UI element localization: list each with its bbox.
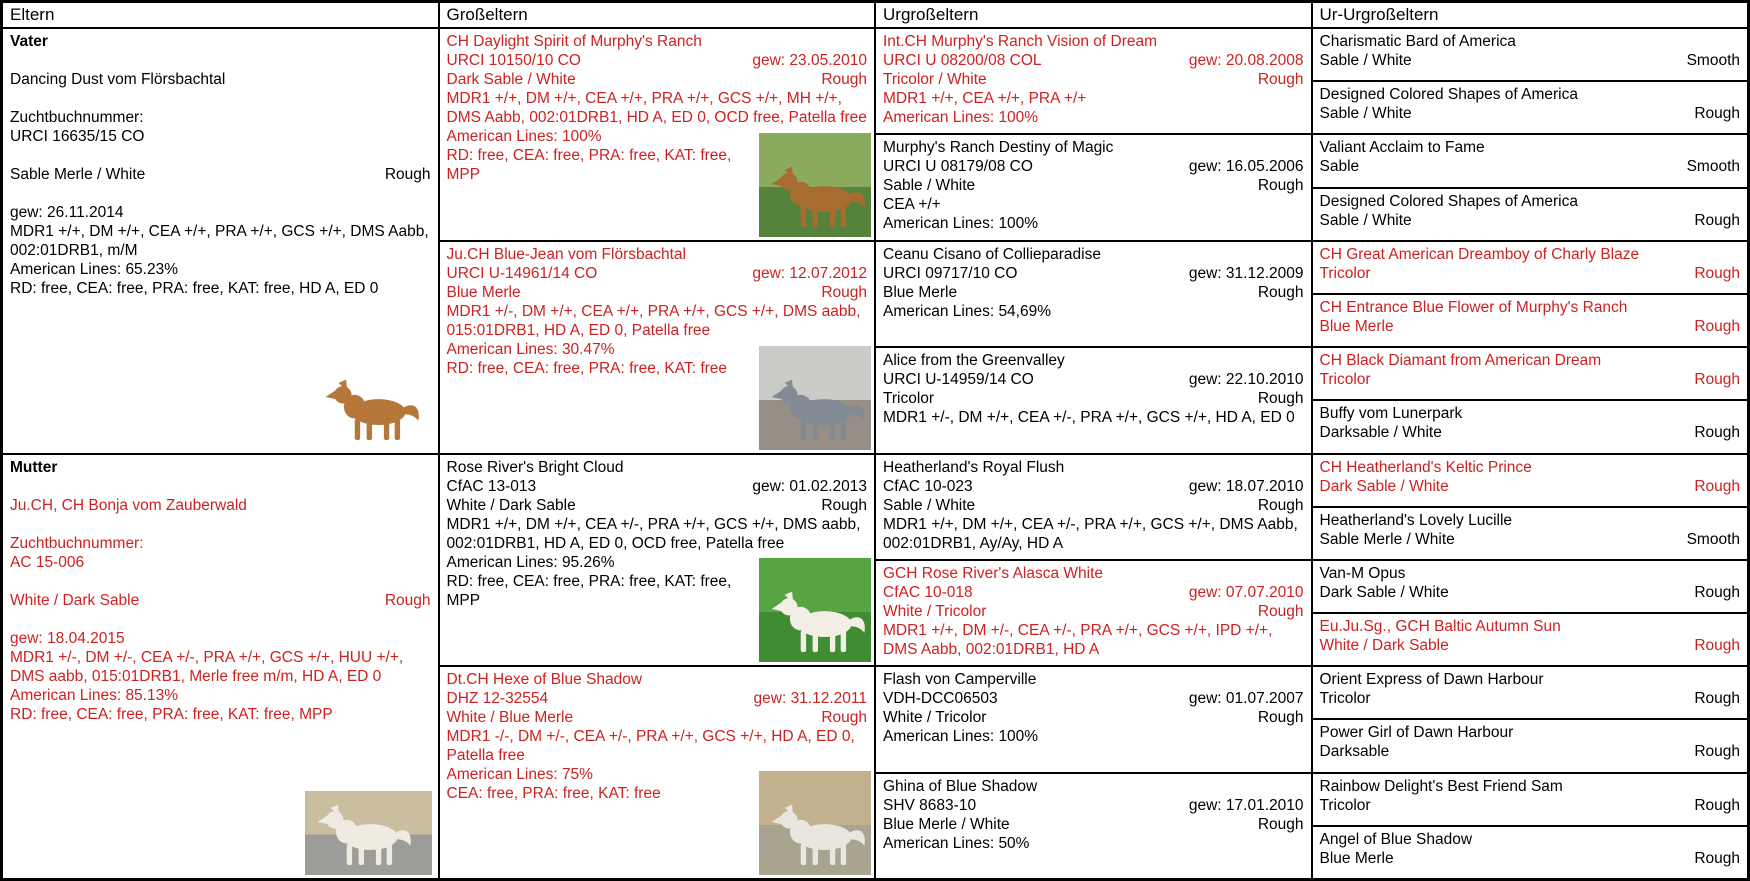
color-coat-row — [883, 70, 1304, 89]
dog-silhouette-icon — [764, 376, 872, 446]
coat-color: Sable / White — [883, 496, 976, 514]
genetics-line: MDR1 +/+, DM +/+, CEA +/-, PRA +/+, GCS +/+, DMS aabb, 002:01DRB1, HD A, ED 0, OCD free, Patella free — [446, 515, 861, 552]
great-great-grandparent-cell-4 — [1312, 188, 1749, 241]
dog-name: Orient Express of Dawn Harbour — [1319, 671, 1544, 689]
great-great-grandparent-cell-13 — [1312, 666, 1749, 719]
coat-color: Blue Merle — [1319, 317, 1394, 335]
reg-born-row — [883, 51, 1304, 70]
great-great-grandparent-cell-8 — [1312, 400, 1749, 453]
maternal-grandmother-cell — [439, 666, 876, 879]
american-lines: American Lines: 65.23% — [10, 261, 179, 278]
great-great-grandparent-cell-11 — [1312, 560, 1749, 613]
coat-color: Tricolor — [1319, 264, 1371, 282]
dog-name: Designed Colored Shapes of America — [1319, 192, 1578, 210]
genetics-line: CEA +/+ — [883, 196, 941, 214]
relation-label: Mutter — [10, 458, 58, 476]
dog-name: CH Heatherland's Keltic Prince — [1319, 458, 1532, 476]
great-grandparent-cell-7 — [875, 666, 1312, 772]
color-coat-row — [1320, 636, 1741, 655]
reg-born-row — [447, 477, 868, 496]
coat-type: Rough — [1694, 317, 1740, 335]
birth-date: gew: 22.10.2010 — [1188, 371, 1304, 389]
registration-number: URCI U-14961/14 CO — [446, 264, 598, 282]
genetics-line: MDR1 +/+, DM +/+, CEA +/+, PRA +/+, GCS +/+, DMS Aabb, 002:01DRB1, m/M — [10, 223, 429, 259]
dog-name: Ju.CH Blue-Jean vom Flörsbachtal — [446, 245, 686, 263]
american-lines: American Lines: 30.47% — [446, 340, 615, 358]
coat-color: White / Tricolor — [883, 602, 987, 620]
studbook-number: AC 15-006 — [10, 553, 85, 571]
birth-date: gew: 01.07.2007 — [1188, 690, 1304, 708]
reg-born-row — [883, 157, 1304, 176]
dog-name: Alice from the Greenvalley — [883, 352, 1065, 370]
column-header-ur-urgrosseltern: Ur-Urgroßeltern — [1312, 2, 1749, 28]
coat-color: Darksable / White — [1319, 424, 1442, 442]
great-grandparent-cell-3 — [875, 241, 1312, 347]
great-grandparent-cell-1 — [875, 28, 1312, 134]
coat-color: Blue Merle / White — [883, 815, 1010, 833]
great-grandparent-cell-8 — [875, 773, 1312, 879]
coat-color: Tricolor — [883, 390, 935, 408]
american-lines: American Lines: 100% — [883, 728, 1039, 746]
coat-color: White / Dark Sable — [446, 496, 576, 514]
birth-date: gew: 18.07.2010 — [1188, 477, 1304, 495]
american-lines: American Lines: 85.13% — [10, 686, 179, 704]
paternal-grandmother-cell — [439, 241, 876, 454]
dog-photo — [305, 791, 432, 875]
color-coat-row — [1320, 689, 1741, 708]
birth-date: gew: 23.05.2010 — [752, 52, 867, 69]
dog-name: Designed Colored Shapes of America — [1319, 86, 1578, 104]
genetics-line: MDR1 +/-, DM +/-, CEA +/-, PRA +/+, GCS +/+, HUU +/+, DMS aabb, 015:01DRB1, Merle free m/m, HD A, ED 0 — [10, 648, 404, 685]
coat-type: Rough — [1257, 602, 1304, 620]
coat-type: Smooth — [1686, 158, 1740, 176]
great-grandparent-cell-5 — [875, 454, 1312, 560]
coat-type: Rough — [1257, 177, 1304, 195]
coat-type: Rough — [821, 283, 867, 301]
coat-color: Tricolor — [1319, 796, 1371, 814]
father-cell — [2, 28, 439, 454]
dog-name: Murphy's Ranch Destiny of Magic — [883, 139, 1114, 157]
birth-date: gew: 20.08.2008 — [1188, 52, 1304, 69]
coat-color: Blue Merle — [883, 283, 958, 301]
coat-color: Tricolor / White — [883, 71, 987, 88]
paternal-grandfather-cell — [439, 28, 876, 241]
coat-color: Dark Sable / White — [1319, 477, 1449, 495]
color-coat-row — [447, 70, 868, 89]
dog-name: Rose River's Bright Cloud — [446, 458, 624, 476]
coat-type: Smooth — [1686, 530, 1740, 548]
color-coat-row — [1320, 51, 1741, 70]
registration-number: CfAC 10-023 — [883, 477, 973, 495]
color-coat-row — [883, 602, 1304, 621]
column-header-urgrosseltern: Urgroßeltern — [875, 2, 1312, 28]
coat-type: Rough — [1257, 709, 1304, 727]
registration-number: SHV 8683-10 — [883, 796, 977, 814]
color-coat-row — [1320, 530, 1741, 549]
registration-number: VDH-DCC06503 — [883, 690, 998, 708]
dog-name: Rainbow Delight's Best Friend Sam — [1319, 777, 1563, 795]
coat-color: Dark Sable / White — [1319, 583, 1449, 601]
color-coat-row — [883, 389, 1304, 408]
dog-photo — [759, 558, 871, 662]
dog-name: Angel of Blue Shadow — [1319, 830, 1473, 848]
coat-color: Sable — [1319, 158, 1360, 176]
dog-photo — [313, 344, 435, 450]
reg-born-row — [883, 583, 1304, 602]
coat-type: Rough — [1694, 424, 1740, 442]
coat-color: White / Dark Sable — [10, 591, 140, 609]
color-coat-row — [1320, 849, 1741, 868]
great-great-grandparent-cell-12 — [1312, 613, 1749, 666]
health-tests: CEA: free, PRA: free, KAT: free — [446, 785, 661, 803]
coat-color: White / Dark Sable — [1319, 637, 1449, 655]
coat-type: Smooth — [1686, 52, 1740, 69]
coat-type: Rough — [1694, 637, 1740, 655]
great-great-grandparent-cell-16 — [1312, 826, 1749, 879]
coat-color: Blue Merle — [446, 283, 521, 301]
coat-color: Tricolor — [1319, 371, 1371, 389]
coat-type: Rough — [1694, 477, 1740, 495]
american-lines: American Lines: 100% — [446, 128, 602, 145]
coat-type: Rough — [1694, 264, 1740, 282]
reg-born-row — [883, 370, 1304, 389]
color-coat-row — [1320, 317, 1741, 336]
birth-date: gew: 12.07.2012 — [752, 264, 867, 282]
color-coat-row — [10, 165, 431, 184]
reg-born-row — [447, 264, 868, 283]
coat-color: Sable / White — [1319, 52, 1412, 69]
reg-born-row — [883, 689, 1304, 708]
maternal-grandfather-cell — [439, 454, 876, 667]
great-great-grandparent-cell-10 — [1312, 507, 1749, 560]
coat-type: Rough — [1694, 796, 1740, 814]
studbook-number: URCI 16635/15 CO — [10, 128, 145, 145]
color-coat-row — [883, 176, 1304, 195]
registration-number: URCI 09717/10 CO — [883, 264, 1018, 282]
dog-name: Heatherland's Royal Flush — [883, 458, 1065, 476]
dog-name: GCH Rose River's Alasca White — [883, 564, 1104, 582]
american-lines: American Lines: 75% — [446, 766, 593, 784]
reg-born-row — [883, 477, 1304, 496]
birth-date: gew: 01.02.2013 — [752, 477, 867, 495]
dog-name: Int.CH Murphy's Ranch Vision of Dream — [883, 33, 1158, 50]
coat-type: Rough — [1257, 283, 1304, 301]
color-coat-row — [1320, 742, 1741, 761]
color-coat-row — [1320, 157, 1741, 176]
health-tests: RD: free, CEA: free, PRA: free, KAT: free, MPP — [446, 147, 732, 183]
american-lines: American Lines: 100% — [883, 215, 1039, 233]
column-header-eltern: Eltern — [2, 2, 439, 28]
color-coat-row — [1320, 477, 1741, 496]
coat-type: Rough — [1694, 690, 1740, 708]
color-coat-row — [1320, 211, 1741, 230]
coat-type: Rough — [1257, 496, 1304, 514]
health-tests: RD: free, CEA: free, PRA: free, KAT: free, HD A, ED 0 — [10, 280, 379, 297]
reg-born-row — [883, 264, 1304, 283]
reg-born-row — [447, 689, 868, 708]
dog-name: CH Great American Dreamboy of Charly Blaze — [1319, 245, 1640, 263]
coat-type: Rough — [1257, 390, 1304, 408]
color-coat-row — [447, 708, 868, 727]
studbook-label: Zuchtbuchnummer: — [10, 534, 144, 552]
birth-date: gew: 26.11.2014 — [10, 204, 124, 221]
birth-date: gew: 17.01.2010 — [1188, 796, 1304, 814]
great-great-grandparent-cell-9 — [1312, 454, 1749, 507]
reg-born-row — [883, 796, 1304, 815]
coat-type: Rough — [1694, 743, 1740, 761]
dog-name: CH Black Diamant from American Dream — [1319, 352, 1602, 370]
genetics-line: MDR1 +/+, DM +/+, CEA +/+, PRA +/+, GCS +/+, MH +/+, DMS Aabb, 002:01DRB1, HD A, ED 0, OCD free, Patella free — [446, 90, 867, 126]
color-coat-row — [1320, 796, 1741, 815]
coat-color: White / Blue Merle — [446, 709, 574, 727]
dog-silhouette-icon — [764, 801, 872, 871]
dog-name: Charismatic Bard of America — [1319, 33, 1516, 50]
color-coat-row — [447, 496, 868, 515]
relation-label: Vater — [10, 33, 48, 50]
great-grandparent-cell-6 — [875, 560, 1312, 666]
studbook-label: Zuchtbuchnummer: — [10, 109, 144, 126]
dog-name: Flash von Camperville — [883, 671, 1037, 689]
great-great-grandparent-cell-3 — [1312, 134, 1749, 187]
registration-number: URCI U-14959/14 CO — [883, 371, 1034, 389]
genetics-line: MDR1 +/+, DM +/-, CEA +/-, PRA +/+, GCS +/+, IPD +/+, DMS Aabb, 002:01DRB1, HD A — [883, 621, 1273, 658]
dog-name: Van-M Opus — [1319, 564, 1406, 582]
color-coat-row — [1320, 104, 1741, 123]
dog-photo — [759, 346, 871, 450]
great-great-grandparent-cell-14 — [1312, 719, 1749, 772]
great-great-grandparent-cell-1 — [1312, 28, 1749, 81]
great-great-grandparent-cell-2 — [1312, 81, 1749, 134]
color-coat-row — [883, 496, 1304, 515]
registration-number: DHZ 12-32554 — [446, 690, 549, 708]
coat-type: Rough — [1257, 815, 1304, 833]
dog-silhouette-icon — [318, 376, 426, 446]
registration-number: URCI U 08179/08 CO — [883, 158, 1033, 176]
coat-type: Rough — [1694, 849, 1740, 867]
dog-name: Dancing Dust vom Flörsbachtal — [10, 71, 226, 88]
coat-type: Rough — [821, 496, 867, 514]
dog-silhouette-icon — [764, 588, 872, 658]
dog-name: Ceanu Cisano of Collieparadise — [883, 245, 1101, 263]
birth-date: gew: 07.07.2010 — [1188, 583, 1304, 601]
coat-color: Sable Merle / White — [10, 166, 146, 183]
color-coat-row — [883, 815, 1304, 834]
color-coat-row — [1320, 370, 1741, 389]
dog-photo — [759, 771, 871, 875]
coat-color: Sable / White — [1319, 105, 1412, 123]
genetics-line: MDR1 -/-, DM +/-, CEA +/-, PRA +/+, GCS +/+, HD A, ED 0, Patella free — [446, 728, 855, 765]
genetics-line: MDR1 +/+, CEA +/+, PRA +/+ — [883, 90, 1087, 107]
coat-color: Sable Merle / White — [1319, 530, 1455, 548]
color-coat-row — [10, 591, 431, 610]
great-great-grandparent-cell-7 — [1312, 347, 1749, 400]
mother-cell — [2, 454, 439, 880]
birth-date: gew: 31.12.2009 — [1188, 264, 1304, 282]
great-grandparent-cell-4 — [875, 347, 1312, 453]
great-great-grandparent-cell-5 — [1312, 241, 1749, 294]
dog-name: Ghina of Blue Shadow — [883, 777, 1038, 795]
coat-color: Sable / White — [883, 177, 976, 195]
coat-type: Rough — [1694, 105, 1740, 123]
registration-number: CfAC 13-013 — [446, 477, 537, 495]
birth-date: gew: 18.04.2015 — [10, 629, 125, 647]
coat-color: Tricolor — [1319, 690, 1371, 708]
column-header-grosseltern: Großeltern — [439, 2, 876, 28]
coat-color: Darksable — [1319, 743, 1390, 761]
genetics-line: MDR1 +/-, DM +/+, CEA +/-, PRA +/+, GCS +/+, HD A, ED 0 — [883, 409, 1295, 427]
dog-name: Power Girl of Dawn Harbour — [1319, 724, 1514, 742]
color-coat-row — [447, 283, 868, 302]
color-coat-row — [1320, 264, 1741, 283]
american-lines: American Lines: 100% — [883, 109, 1039, 126]
registration-number: CfAC 10-018 — [883, 583, 973, 601]
coat-type: Rough — [384, 166, 431, 183]
coat-type: Rough — [1694, 211, 1740, 229]
american-lines: American Lines: 95.26% — [446, 553, 615, 571]
dog-name: CH Daylight Spirit of Murphy's Ranch — [446, 33, 702, 50]
dog-silhouette-icon — [764, 163, 872, 233]
color-coat-row — [883, 708, 1304, 727]
great-great-grandparent-cell-6 — [1312, 294, 1749, 347]
dog-name: CH Entrance Blue Flower of Murphy's Ranch — [1319, 298, 1628, 316]
dog-silhouette-icon — [310, 801, 418, 871]
great-great-grandparent-cell-15 — [1312, 773, 1749, 826]
coat-type: Rough — [384, 591, 431, 609]
reg-born-row — [447, 51, 868, 70]
genetics-line: MDR1 +/-, DM +/+, CEA +/+, PRA +/+, GCS +/+, DMS aabb, 015:01DRB1, HD A, ED 0, Patella free — [446, 302, 861, 339]
coat-color: Sable / White — [1319, 211, 1412, 229]
color-coat-row — [1320, 423, 1741, 442]
health-tests: RD: free, CEA: free, PRA: free, KAT: free, MPP — [10, 705, 333, 723]
american-lines: American Lines: 50% — [883, 834, 1030, 852]
dog-name: Heatherland's Lovely Lucille — [1319, 511, 1513, 529]
dog-name: Eu.Ju.Sg., GCH Baltic Autumn Sun — [1319, 618, 1561, 636]
coat-color: Blue Merle — [1319, 849, 1394, 867]
birth-date: gew: 31.12.2011 — [753, 690, 867, 708]
coat-color: Dark Sable / White — [446, 71, 576, 88]
dog-name: Dt.CH Hexe of Blue Shadow — [446, 671, 643, 689]
health-tests: RD: free, CEA: free, PRA: free, KAT: free — [446, 359, 728, 377]
dog-photo — [759, 133, 871, 237]
registration-number: URCI 10150/10 CO — [446, 52, 581, 69]
dog-name: Ju.CH, CH Bonja vom Zauberwald — [10, 496, 247, 514]
coat-color: White / Tricolor — [883, 709, 987, 727]
birth-date: gew: 16.05.2006 — [1188, 158, 1304, 176]
coat-type: Rough — [1694, 583, 1740, 601]
dog-name: Valiant Acclaim to Fame — [1319, 139, 1485, 157]
great-grandparent-cell-2 — [875, 134, 1312, 240]
health-tests: RD: free, CEA: free, PRA: free, KAT: free, MPP — [446, 572, 732, 609]
dog-name: Buffy vom Lunerpark — [1319, 405, 1463, 423]
genetics-line: MDR1 +/+, DM +/+, CEA +/-, PRA +/+, GCS +/+, DMS Aabb, 002:01DRB1, Ay/Ay, HD A — [883, 515, 1298, 552]
coat-type: Rough — [1257, 71, 1304, 88]
american-lines: American Lines: 54,69% — [883, 302, 1052, 320]
color-coat-row — [1320, 583, 1741, 602]
registration-number: URCI U 08200/08 COL — [883, 52, 1042, 69]
coat-type: Rough — [821, 71, 867, 88]
coat-type: Rough — [821, 709, 867, 727]
coat-type: Rough — [1694, 371, 1740, 389]
color-coat-row — [883, 283, 1304, 302]
